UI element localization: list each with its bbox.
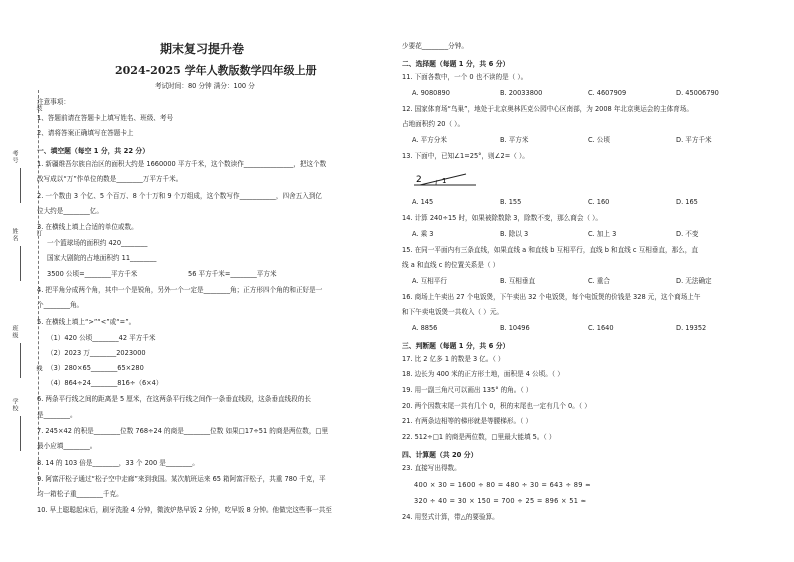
- q16-options: [412, 324, 764, 333]
- q23: 23. 直接写出得数。: [402, 464, 461, 472]
- q14-option-c[interactable]: C. 加上 3: [588, 230, 617, 238]
- q13-option-b[interactable]: B. 155: [500, 198, 522, 206]
- angle-label-2: 2: [416, 175, 422, 185]
- q17: 17. 比 2 亿多 1 的数是 3 亿。（ ）: [402, 355, 505, 363]
- q12-option-b[interactable]: B. 平方米: [500, 136, 529, 144]
- gutter-label-exam-no: 考号: [11, 150, 18, 164]
- q16-option-a[interactable]: A. 8856: [412, 324, 438, 332]
- q3-b: 国家大剧院的占地面积约 11________: [47, 254, 157, 262]
- q12-line1: 12. 国家体育场“鸟巢”，地处于北京奥林匹克公园中心区南部，为 2008 年北京奥运会的主体育场。: [402, 105, 693, 113]
- q5-b: （2）2023 万________2023000: [47, 349, 146, 357]
- q11-option-c[interactable]: C. 4607909: [588, 89, 627, 97]
- q15-option-c[interactable]: C. 重合: [588, 277, 610, 285]
- gutter-label-school: 学校: [11, 398, 18, 412]
- q5-c: （3）280×65________65×280: [47, 364, 144, 372]
- q11-option-a[interactable]: A. 9080890: [412, 89, 450, 97]
- q12-options: [412, 136, 764, 145]
- q16-option-d[interactable]: D. 19352: [676, 324, 707, 332]
- q13-option-a[interactable]: A. 145: [412, 198, 434, 206]
- q5-a: （1）420 公顷________42 平方千米: [47, 334, 156, 342]
- q16-line1: 16. 商场上午卖出 27 个电饭煲，下午卖出 32 个电饭煲，每个电饭煲的价钱是 328 元，这个商场上午: [402, 293, 701, 301]
- title-main: 期末复习提升卷: [160, 42, 245, 56]
- gutter-char-xian: 线: [35, 365, 42, 372]
- q16-option-b[interactable]: B. 10496: [500, 324, 530, 332]
- gutter-underline: [20, 343, 21, 378]
- q3-c2: 56 平方千米=________平方米: [188, 270, 277, 278]
- q12-option-d[interactable]: D. 平方千米: [676, 136, 712, 144]
- angle-label-1: 1: [442, 177, 447, 185]
- calc-row-1: 400 × 30 = 1600 ÷ 80 = 480 ÷ 30 = 643 ÷ 89 ≈: [414, 481, 591, 489]
- q6-line1: 6. 两条平行线之间的距离是 5 厘米，在这两条平行线之间作一条垂直线段，这条垂直线段的长: [37, 395, 311, 403]
- q21: 21. 有两条边相等的梯形就是等腰梯形。（ ）: [402, 417, 533, 425]
- q1-line2: 改写成以“万”作单位的数是________万平方千米。: [37, 175, 183, 183]
- q4-line2: 个________角。: [37, 301, 84, 309]
- q9-line2: 均一箱松子重________千克。: [37, 490, 123, 498]
- q13-option-d[interactable]: D. 165: [676, 198, 698, 206]
- q13: 13. 下面中，已知∠1=25°，则∠2=（ ）。: [402, 152, 529, 160]
- q3-c1: 3500 公顷=________平方千米: [47, 270, 138, 278]
- q3: 3. 在横线上填上合适的单位或数。: [37, 223, 138, 231]
- notice-head: 注意事项：: [37, 98, 70, 106]
- title-sub: 2024-2025 学年人教版数学四年级上册: [115, 64, 317, 77]
- q13-option-c[interactable]: C. 160: [588, 198, 610, 206]
- q9-line1: 9. 阿富汗松子通过“松子空中走廊”来到我国。某次航班运来 65 箱阿富汗松子，共重 780 千克，平: [37, 475, 326, 483]
- q13-options: [412, 198, 764, 207]
- angle-figure: [412, 166, 478, 188]
- q10-line1: 10. 早上聪聪起床后，刷牙洗脸 4 分钟，微波炉热早饭 2 分钟，吃早饭 8 分钟。他做完这些事一共至: [37, 506, 332, 514]
- section-judge: 三、判断题（每题 1 分，共 6 分）: [402, 342, 510, 350]
- q24: 24. 用竖式计算，带△的要验算。: [402, 513, 499, 521]
- q14-option-b[interactable]: B. 除以 3: [500, 230, 529, 238]
- q7-line1: 7. 245×42 的积是________位数 768÷24 的商是________位数 如果□17÷51 的商是两位数，□里: [37, 427, 329, 435]
- q12-line2: 占地面积约 20（ ）。: [402, 120, 465, 128]
- notice-item-1: 1、答题前请在答题卡上填写姓名、班级、考号: [37, 114, 174, 122]
- q14-option-d[interactable]: D. 不变: [676, 230, 699, 238]
- gutter-char-ding: 订: [35, 230, 42, 237]
- q20: 20. 两个因数末尾一共有几个 0，积的末尾也一定有几个 0。（ ）: [402, 402, 591, 410]
- calc-row-2: 320 ÷ 40 = 30 × 150 = 700 ÷ 25 = 896 × 51 ≈: [414, 497, 587, 505]
- q11: 11. 下面各数中，一个 0 也不读的是（ ）。: [402, 73, 528, 81]
- gutter-underline: [20, 246, 21, 281]
- q8: 8. 14 的 103 倍是________，33 个 200 是________。: [37, 459, 199, 467]
- q19: 19. 用一副三角尺可以画出 135° 的角。（ ）: [402, 386, 533, 394]
- q15-line2: 线 a 和直线 c 的位置关系是（ ）: [402, 261, 500, 269]
- q15-options: [412, 277, 764, 286]
- q11-option-d[interactable]: D. 45006790: [676, 89, 719, 97]
- q1-line1: 1. 新疆维吾尔族自治区的面积大约是 1660000 平方千米，这个数读作_______________，把这个数: [37, 160, 327, 168]
- q5: 5. 在横线上填上“>”“<”或“=”。: [37, 318, 136, 326]
- q2-line1: 2. 一个数由 3 个亿、5 个百万、8 个十万和 9 个万组成，这个数写作___________，四舍五入到亿: [37, 192, 323, 200]
- q7-line2: 最小应填________。: [37, 442, 97, 450]
- exam-meta: 考试时间：80 分钟 满分：100 分: [155, 82, 255, 90]
- q14-options: [412, 230, 764, 239]
- q15-option-a[interactable]: A. 互相平行: [412, 277, 447, 285]
- section-choice: 二、选择题（每题 1 分，共 6 分）: [402, 60, 510, 68]
- gutter-char-zhuang: 装: [35, 105, 42, 112]
- notice-item-2: 2、请将答案正确填写在答题卡上: [37, 129, 134, 137]
- q15-option-d[interactable]: D. 无法确定: [676, 277, 712, 285]
- q4-line1: 4. 把平角分成两个角，其中一个是锐角，另外一个一定是________角；正方形四个角的和正好是一: [37, 286, 323, 294]
- q10-end: 少要花________分钟。: [402, 42, 468, 50]
- q12-option-c[interactable]: C. 公顷: [588, 136, 610, 144]
- q14-option-a[interactable]: A. 乘 3: [412, 230, 434, 238]
- q15-option-b[interactable]: B. 互相垂直: [500, 277, 536, 285]
- q5-d: （4）864÷24________816÷（6×4）: [47, 379, 163, 387]
- q16-option-c[interactable]: C. 1640: [588, 324, 614, 332]
- gutter-underline: [20, 168, 21, 203]
- q16-line2: 和下午卖电饭煲一共收入（ ）元。: [402, 308, 504, 316]
- q11-option-b[interactable]: B. 20033800: [500, 89, 543, 97]
- q12-option-a[interactable]: A. 平方分米: [412, 136, 447, 144]
- q22: 22. 512÷□1 的商是两位数，□里最大能填 5。（ ）: [402, 433, 556, 441]
- q15-line1: 15. 在同一平面内有三条直线，如果直线 a 和直线 b 互相平行，直线 b 和直线 c 互相垂直，那么，直: [402, 246, 698, 254]
- q2-line2: 位大约是________亿。: [37, 207, 103, 215]
- gutter-underline: [20, 416, 21, 451]
- q11-options: [412, 89, 764, 98]
- q3-a: 一个篮球场的面积约 420________: [47, 239, 148, 247]
- q14: 14. 计算 240÷15 时，如果被除数除 3，除数不变，那么商会（ ）。: [402, 214, 603, 222]
- q18: 18. 边长为 400 米的正方形土地，面积是 4 公顷。（ ）: [402, 370, 564, 378]
- section-calc: 四、计算题（共 20 分）: [402, 451, 478, 459]
- section-fill-blank: 一、填空题（每空 1 分，共 22 分）: [37, 147, 150, 155]
- gutter-label-name: 姓名: [11, 228, 18, 242]
- gutter-label-class: 班级: [11, 325, 18, 339]
- q6-line2: 是________。: [37, 411, 77, 419]
